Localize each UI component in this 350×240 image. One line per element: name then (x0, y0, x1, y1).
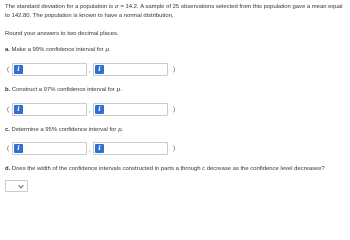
part-d-question (5, 165, 350, 173)
problem-statement (5, 3, 347, 20)
info-icon[interactable]: i (95, 65, 104, 74)
part-c-letter: c. (5, 127, 10, 133)
part-a-lower-field[interactable] (12, 63, 87, 76)
part-d-letter: d. (5, 166, 11, 172)
comma: , (89, 108, 91, 114)
info-icon[interactable]: i (95, 144, 104, 153)
info-icon[interactable]: i (14, 105, 23, 114)
chevron-down-icon (18, 184, 24, 189)
part-c-upper-input[interactable] (105, 143, 167, 154)
part-b-text: Construct a 97% confidence interval for (10, 87, 117, 93)
mu-symbol: μ (105, 47, 110, 53)
mu-symbol: μ (116, 87, 121, 93)
part-b-period: . (120, 87, 122, 93)
part-c-label (5, 126, 123, 134)
interval-row-b (5, 103, 205, 117)
open-paren: ( (7, 66, 10, 73)
mu-symbol: μ (117, 127, 122, 133)
close-paren: ) (173, 106, 176, 113)
problem-text-end: . A sample of 25 observations selected from this population gave a mean equal to 142.80. The population is known to have a normal distribution. (5, 4, 343, 19)
interval-row-a (5, 63, 205, 77)
rounding-instruction: Round your answers to two decimal places. (5, 31, 119, 37)
part-c-lower-input[interactable] (24, 143, 86, 154)
part-c-upper-field[interactable] (93, 142, 168, 155)
close-paren: ) (173, 66, 176, 73)
equals-sign: = (118, 4, 126, 10)
part-a-letter: a. (5, 47, 10, 53)
open-paren: ( (7, 145, 10, 152)
part-a-period: . (109, 47, 111, 53)
comma: , (89, 68, 91, 74)
part-b-upper-field[interactable] (93, 103, 168, 116)
part-a-lower-input[interactable] (24, 64, 86, 75)
part-d-dropdown[interactable] (5, 180, 28, 192)
comma: , (89, 147, 91, 153)
part-a-upper-input[interactable] (105, 64, 167, 75)
part-d-text: Does the width of the confidence intervals constructed in parts a through c decrease as the confidence level decreases? (10, 166, 325, 172)
sigma-value: 14.2 (125, 4, 137, 10)
part-b-lower-input[interactable] (24, 104, 86, 115)
part-c-period: . (121, 127, 124, 133)
info-icon[interactable]: i (95, 105, 104, 114)
interval-row-c (5, 142, 205, 156)
part-b-label (5, 86, 122, 94)
sigma-symbol: σ (114, 4, 119, 10)
part-b-lower-field[interactable] (12, 103, 87, 116)
part-c-lower-field[interactable] (12, 142, 87, 155)
part-b-upper-input[interactable] (105, 104, 167, 115)
part-a-upper-field[interactable] (93, 63, 168, 76)
info-icon[interactable]: i (14, 144, 23, 153)
problem-text-start: The standard deviation for a population is (5, 4, 115, 10)
open-paren: ( (7, 106, 10, 113)
part-a-label (5, 46, 111, 54)
info-icon[interactable]: i (14, 65, 23, 74)
part-a-text: Make a 99% confidence interval for (9, 47, 106, 53)
close-paren: ) (173, 145, 176, 152)
part-c-text: Determine a 95% confidence interval for (9, 127, 118, 133)
part-b-letter: b. (5, 87, 11, 93)
